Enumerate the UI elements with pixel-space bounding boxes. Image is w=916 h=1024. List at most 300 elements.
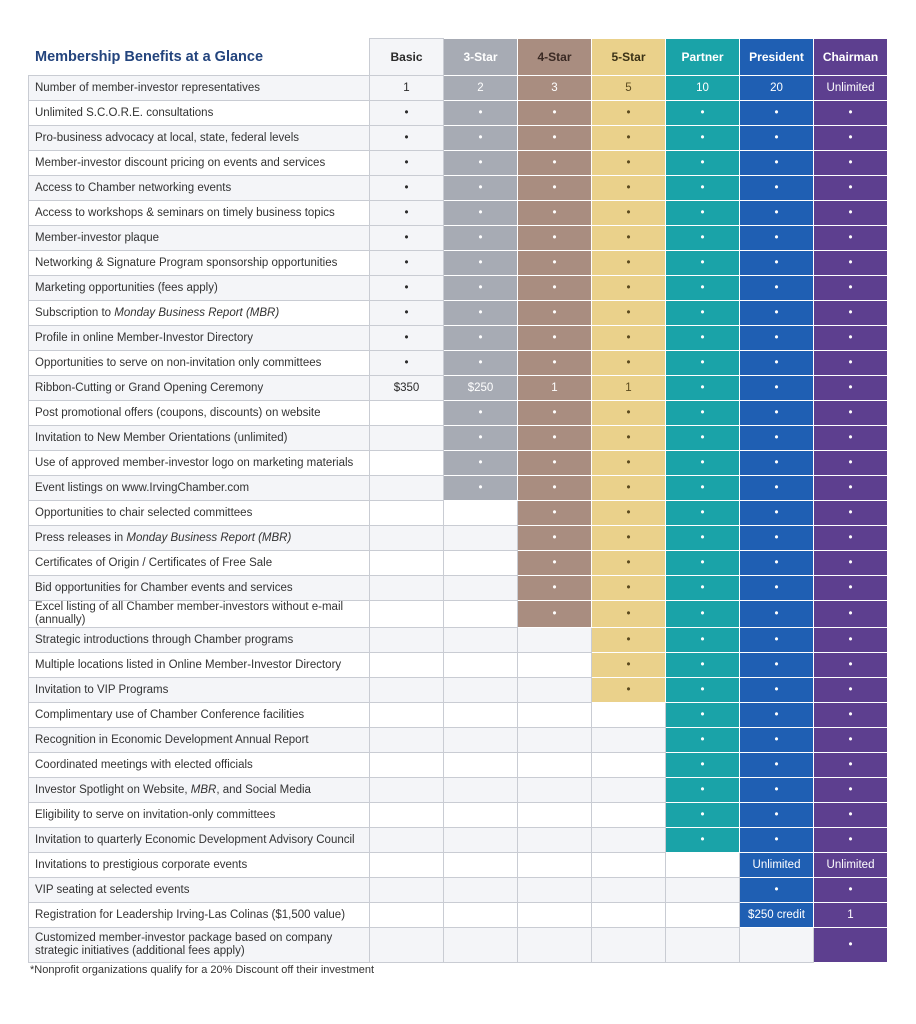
empty-cell — [370, 928, 444, 963]
table-row — [29, 376, 888, 401]
empty-cell — [370, 501, 444, 526]
included-dot: • — [444, 226, 518, 251]
empty-cell — [370, 401, 444, 426]
included-dot: • — [814, 753, 888, 778]
included-dot: • — [666, 101, 740, 126]
table-row — [29, 753, 888, 778]
empty-cell — [444, 678, 518, 703]
included-dot: • — [592, 653, 666, 678]
table-row — [29, 351, 888, 376]
included-dot: • — [814, 151, 888, 176]
included-dot: • — [518, 126, 592, 151]
benefit-label — [29, 878, 370, 903]
benefit-text: Invitation to quarterly Economic Development Advisory Council — [35, 833, 355, 846]
table-row — [29, 101, 888, 126]
tier-header-3-star: 3-Star — [444, 39, 518, 76]
included-dot: • — [370, 126, 444, 151]
empty-cell — [370, 778, 444, 803]
empty-cell — [592, 803, 666, 828]
included-dot: • — [518, 276, 592, 301]
table-row — [29, 601, 888, 628]
benefit-label — [29, 628, 370, 653]
included-dot: • — [592, 476, 666, 501]
included-dot: • — [740, 376, 814, 401]
publication-name: Monday Business Report (MBR) — [126, 531, 292, 544]
included-dot: • — [666, 628, 740, 653]
benefit-label — [29, 326, 370, 351]
benefit-text: Press releases in — [35, 531, 127, 544]
benefit-text: Marketing opportunities (fees apply) — [35, 281, 218, 294]
included-dot: • — [740, 276, 814, 301]
table-row — [29, 251, 888, 276]
benefit-value: Unlimited — [814, 76, 888, 101]
empty-cell — [444, 853, 518, 878]
included-dot: • — [666, 201, 740, 226]
included-dot: • — [740, 551, 814, 576]
table-row — [29, 451, 888, 476]
empty-cell — [370, 703, 444, 728]
included-dot: • — [666, 678, 740, 703]
included-dot: • — [666, 601, 740, 628]
included-dot: • — [666, 451, 740, 476]
empty-cell — [518, 703, 592, 728]
included-dot: • — [666, 526, 740, 551]
benefit-text: Member-investor discount pricing on events and services — [35, 156, 326, 169]
benefit-label — [29, 276, 370, 301]
included-dot: • — [592, 678, 666, 703]
benefit-text: Invitation to New Member Orientations (unlimited) — [35, 431, 288, 444]
included-dot: • — [592, 551, 666, 576]
tier-header-partner: Partner — [666, 39, 740, 76]
included-dot: • — [592, 426, 666, 451]
included-dot: • — [740, 326, 814, 351]
empty-cell — [444, 601, 518, 628]
empty-cell — [444, 753, 518, 778]
benefit-label — [29, 176, 370, 201]
benefit-label — [29, 251, 370, 276]
empty-cell — [444, 628, 518, 653]
included-dot: • — [814, 251, 888, 276]
benefit-label — [29, 526, 370, 551]
included-dot: • — [666, 301, 740, 326]
included-dot: • — [518, 301, 592, 326]
empty-cell — [592, 853, 666, 878]
included-dot: • — [666, 426, 740, 451]
benefit-text: Number of member-investor representatives — [35, 81, 260, 94]
included-dot: • — [814, 803, 888, 828]
empty-cell — [666, 903, 740, 928]
included-dot: • — [814, 501, 888, 526]
table-row — [29, 828, 888, 853]
included-dot: • — [518, 251, 592, 276]
benefit-text: Profile in online Member-Investor Directory — [35, 331, 253, 344]
included-dot: • — [444, 201, 518, 226]
benefit-text: Certificates of Origin / Certificates of Free Sale — [35, 556, 273, 569]
tier-header-president: President — [740, 39, 814, 76]
included-dot: • — [740, 476, 814, 501]
benefit-text: Unlimited S.C.O.R.E. consultations — [35, 106, 214, 119]
empty-cell — [370, 628, 444, 653]
tier-header-4-star: 4-Star — [518, 39, 592, 76]
empty-cell — [370, 678, 444, 703]
table-row — [29, 276, 888, 301]
table-title: Membership Benefits at a Glance — [29, 39, 370, 76]
benefit-label — [29, 126, 370, 151]
empty-cell — [444, 828, 518, 853]
benefit-value: $250 credit — [740, 903, 814, 928]
table-row — [29, 803, 888, 828]
included-dot: • — [740, 678, 814, 703]
included-dot: • — [666, 778, 740, 803]
table-row — [29, 628, 888, 653]
included-dot: • — [814, 176, 888, 201]
included-dot: • — [518, 601, 592, 628]
benefit-text: Opportunities to serve on non-invitation only committees — [35, 356, 322, 369]
table-row — [29, 878, 888, 903]
included-dot: • — [666, 728, 740, 753]
benefit-text: Pro-business advocacy at local, state, federal levels — [35, 131, 299, 144]
table-row — [29, 326, 888, 351]
benefit-label — [29, 451, 370, 476]
benefit-rows — [29, 76, 888, 963]
empty-cell — [444, 728, 518, 753]
benefit-value: 10 — [666, 76, 740, 101]
benefit-label — [29, 151, 370, 176]
included-dot: • — [740, 351, 814, 376]
benefit-label — [29, 778, 370, 803]
table-row — [29, 703, 888, 728]
table-row — [29, 151, 888, 176]
benefit-value: 1 — [592, 376, 666, 401]
included-dot: • — [592, 501, 666, 526]
benefit-value: 1 — [814, 903, 888, 928]
benefit-text: , and Social Media — [216, 783, 311, 796]
table-row — [29, 728, 888, 753]
included-dot: • — [666, 176, 740, 201]
empty-cell — [592, 728, 666, 753]
included-dot: • — [814, 276, 888, 301]
benefit-label — [29, 476, 370, 501]
table-row — [29, 526, 888, 551]
empty-cell — [592, 753, 666, 778]
included-dot: • — [740, 301, 814, 326]
included-dot: • — [370, 351, 444, 376]
included-dot: • — [666, 351, 740, 376]
benefit-text: Ribbon-Cutting or Grand Opening Ceremony — [35, 381, 264, 394]
included-dot: • — [370, 201, 444, 226]
included-dot: • — [666, 151, 740, 176]
empty-cell — [666, 853, 740, 878]
included-dot: • — [518, 426, 592, 451]
benefit-label — [29, 501, 370, 526]
included-dot: • — [444, 276, 518, 301]
benefit-label — [29, 853, 370, 878]
included-dot: • — [666, 476, 740, 501]
empty-cell — [740, 928, 814, 963]
included-dot: • — [814, 828, 888, 853]
benefit-text: Investor Spotlight on Website, — [35, 783, 191, 796]
empty-cell — [518, 628, 592, 653]
empty-cell — [666, 878, 740, 903]
included-dot: • — [592, 526, 666, 551]
table-row — [29, 501, 888, 526]
included-dot: • — [814, 678, 888, 703]
included-dot: • — [740, 878, 814, 903]
included-dot: • — [666, 376, 740, 401]
empty-cell — [370, 828, 444, 853]
empty-cell — [370, 803, 444, 828]
included-dot: • — [814, 351, 888, 376]
benefit-value: 20 — [740, 76, 814, 101]
table-row — [29, 853, 888, 878]
benefit-text: Bid opportunities for Chamber events and services — [35, 581, 293, 594]
included-dot: • — [370, 326, 444, 351]
tier-header-row — [29, 39, 888, 76]
benefit-label — [29, 903, 370, 928]
included-dot: • — [666, 126, 740, 151]
empty-cell — [518, 903, 592, 928]
empty-cell — [518, 678, 592, 703]
included-dot: • — [666, 251, 740, 276]
included-dot: • — [444, 351, 518, 376]
empty-cell — [370, 601, 444, 628]
empty-cell — [444, 903, 518, 928]
benefit-label — [29, 426, 370, 451]
empty-cell — [444, 576, 518, 601]
included-dot: • — [740, 426, 814, 451]
benefit-text: VIP seating at selected events — [35, 883, 190, 896]
included-dot: • — [740, 703, 814, 728]
membership-benefits-table — [28, 38, 888, 963]
benefit-label — [29, 576, 370, 601]
included-dot: • — [814, 628, 888, 653]
included-dot: • — [592, 601, 666, 628]
empty-cell — [518, 728, 592, 753]
table-row — [29, 576, 888, 601]
table-row — [29, 476, 888, 501]
included-dot: • — [740, 401, 814, 426]
benefit-text: Complimentary use of Chamber Conference facilities — [35, 708, 305, 721]
included-dot: • — [740, 526, 814, 551]
included-dot: • — [518, 526, 592, 551]
included-dot: • — [666, 576, 740, 601]
benefit-text: Invitation to VIP Programs — [35, 683, 169, 696]
table-row — [29, 778, 888, 803]
benefit-label — [29, 376, 370, 401]
tier-header-5-star: 5-Star — [592, 39, 666, 76]
included-dot: • — [518, 401, 592, 426]
included-dot: • — [518, 576, 592, 601]
benefit-value: Unlimited — [740, 853, 814, 878]
included-dot: • — [444, 451, 518, 476]
table-row — [29, 126, 888, 151]
included-dot: • — [444, 326, 518, 351]
empty-cell — [518, 803, 592, 828]
empty-cell — [518, 878, 592, 903]
included-dot: • — [740, 101, 814, 126]
included-dot: • — [740, 501, 814, 526]
included-dot: • — [592, 201, 666, 226]
benefit-label — [29, 653, 370, 678]
empty-cell — [370, 526, 444, 551]
included-dot: • — [370, 226, 444, 251]
included-dot: • — [814, 101, 888, 126]
empty-cell — [444, 526, 518, 551]
benefit-text: Opportunities to chair selected committees — [35, 506, 253, 519]
included-dot: • — [740, 803, 814, 828]
empty-cell — [370, 903, 444, 928]
benefit-text: Customized member-investor package based on company strategic initiatives (additional fees apply) — [35, 932, 333, 957]
included-dot: • — [814, 201, 888, 226]
empty-cell — [518, 853, 592, 878]
empty-cell — [592, 828, 666, 853]
benefit-text: Access to Chamber networking events — [35, 181, 232, 194]
included-dot: • — [592, 326, 666, 351]
benefit-text: Post promotional offers (coupons, discounts) on website — [35, 406, 321, 419]
included-dot: • — [370, 276, 444, 301]
included-dot: • — [666, 653, 740, 678]
included-dot: • — [666, 551, 740, 576]
included-dot: • — [518, 501, 592, 526]
included-dot: • — [814, 376, 888, 401]
included-dot: • — [444, 301, 518, 326]
benefit-label — [29, 753, 370, 778]
included-dot: • — [740, 451, 814, 476]
empty-cell — [370, 653, 444, 678]
empty-cell — [592, 878, 666, 903]
included-dot: • — [814, 326, 888, 351]
benefit-label — [29, 728, 370, 753]
included-dot: • — [518, 101, 592, 126]
benefit-value: 1 — [518, 376, 592, 401]
included-dot: • — [666, 226, 740, 251]
included-dot: • — [740, 828, 814, 853]
benefit-label — [29, 551, 370, 576]
included-dot: • — [592, 151, 666, 176]
included-dot: • — [740, 628, 814, 653]
included-dot: • — [740, 226, 814, 251]
included-dot: • — [814, 426, 888, 451]
benefit-text: Subscription to — [35, 306, 115, 319]
included-dot: • — [814, 778, 888, 803]
benefit-label — [29, 76, 370, 101]
included-dot: • — [444, 251, 518, 276]
included-dot: • — [814, 401, 888, 426]
included-dot: • — [518, 351, 592, 376]
included-dot: • — [740, 601, 814, 628]
included-dot: • — [814, 928, 888, 963]
benefit-label — [29, 601, 370, 628]
included-dot: • — [518, 176, 592, 201]
empty-cell — [592, 928, 666, 963]
benefit-text: Strategic introductions through Chamber programs — [35, 633, 294, 646]
included-dot: • — [592, 101, 666, 126]
included-dot: • — [518, 326, 592, 351]
empty-cell — [592, 778, 666, 803]
included-dot: • — [592, 576, 666, 601]
included-dot: • — [518, 201, 592, 226]
table-row — [29, 176, 888, 201]
benefit-text: Networking & Signature Program sponsorship opportunities — [35, 256, 338, 269]
included-dot: • — [814, 728, 888, 753]
empty-cell — [370, 728, 444, 753]
included-dot: • — [592, 176, 666, 201]
included-dot: • — [592, 301, 666, 326]
benefit-label — [29, 101, 370, 126]
included-dot: • — [814, 653, 888, 678]
table-row — [29, 653, 888, 678]
benefit-text: Use of approved member-investor logo on marketing materials — [35, 456, 354, 469]
included-dot: • — [666, 401, 740, 426]
benefit-value: 1 — [370, 76, 444, 101]
included-dot: • — [814, 301, 888, 326]
included-dot: • — [740, 201, 814, 226]
benefit-value: 3 — [518, 76, 592, 101]
included-dot: • — [370, 301, 444, 326]
benefit-value: 5 — [592, 76, 666, 101]
included-dot: • — [814, 703, 888, 728]
benefit-label — [29, 401, 370, 426]
included-dot: • — [814, 126, 888, 151]
benefit-label — [29, 201, 370, 226]
table-row — [29, 401, 888, 426]
benefit-text: Recognition in Economic Development Annual Report — [35, 733, 309, 746]
table-row — [29, 301, 888, 326]
empty-cell — [370, 878, 444, 903]
benefit-text: Event listings on www.IrvingChamber.com — [35, 481, 250, 494]
benefit-text: Member-investor plaque — [35, 231, 160, 244]
included-dot: • — [370, 101, 444, 126]
empty-cell — [444, 703, 518, 728]
table-row — [29, 928, 888, 963]
benefit-label — [29, 301, 370, 326]
included-dot: • — [666, 753, 740, 778]
benefit-value: 2 — [444, 76, 518, 101]
included-dot: • — [666, 501, 740, 526]
empty-cell — [444, 803, 518, 828]
included-dot: • — [814, 476, 888, 501]
benefit-label — [29, 703, 370, 728]
included-dot: • — [444, 476, 518, 501]
table-row — [29, 678, 888, 703]
included-dot: • — [444, 101, 518, 126]
included-dot: • — [814, 601, 888, 628]
included-dot: • — [740, 653, 814, 678]
empty-cell — [370, 476, 444, 501]
included-dot: • — [740, 778, 814, 803]
empty-cell — [370, 551, 444, 576]
empty-cell — [518, 753, 592, 778]
included-dot: • — [814, 226, 888, 251]
included-dot: • — [592, 401, 666, 426]
benefit-label — [29, 828, 370, 853]
included-dot: • — [814, 878, 888, 903]
table-row — [29, 76, 888, 101]
included-dot: • — [518, 226, 592, 251]
benefit-value: Unlimited — [814, 853, 888, 878]
included-dot: • — [814, 526, 888, 551]
included-dot: • — [814, 451, 888, 476]
empty-cell — [666, 928, 740, 963]
included-dot: • — [370, 151, 444, 176]
benefit-label — [29, 678, 370, 703]
included-dot: • — [666, 703, 740, 728]
table-row — [29, 426, 888, 451]
publication-name: MBR — [190, 783, 217, 796]
included-dot: • — [740, 753, 814, 778]
included-dot: • — [740, 728, 814, 753]
included-dot: • — [592, 251, 666, 276]
